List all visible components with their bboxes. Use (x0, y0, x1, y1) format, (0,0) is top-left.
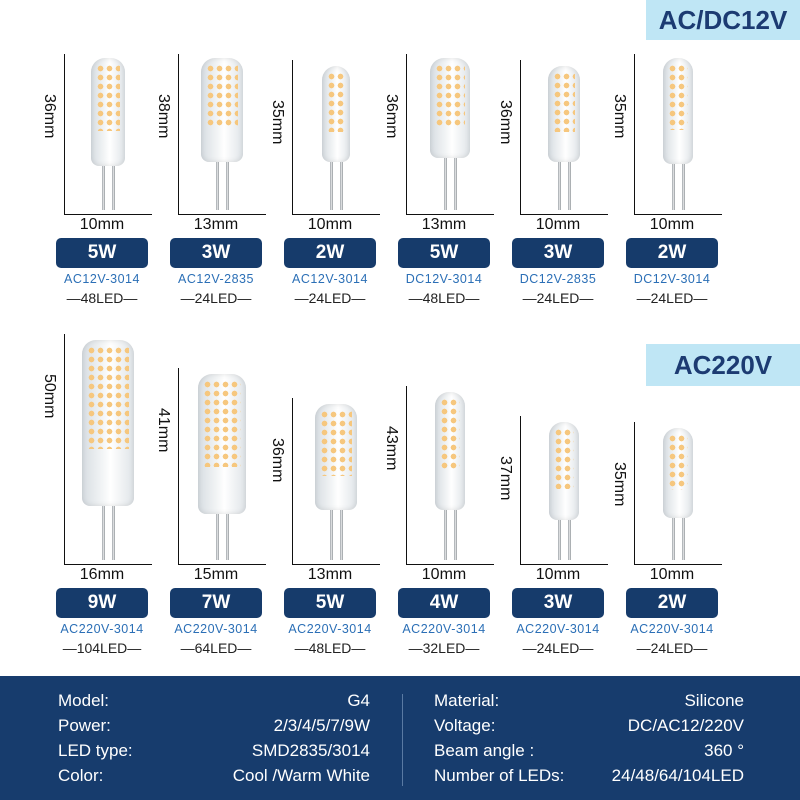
spec-value: DC/AC12/220V (627, 716, 744, 735)
width-dimension-line (292, 214, 380, 215)
wattage-badge: 5W (284, 588, 376, 618)
model-label: AC12V-3014 (292, 272, 368, 286)
bulb-card (152, 324, 280, 656)
led-array (668, 64, 688, 130)
spec-key: Model: (58, 691, 110, 710)
wattage-badge: 5W (56, 238, 148, 268)
width-label: 15mm (193, 566, 239, 583)
width-dimension-line (178, 214, 266, 215)
bulb-body (548, 66, 580, 162)
height-label: 35mm (269, 100, 286, 145)
height-label: 36mm (41, 94, 58, 139)
height-dimension-line (634, 422, 635, 564)
width-dimension-line (634, 214, 722, 215)
led-count-label: —24LED— (636, 290, 708, 306)
bulb-body (91, 58, 125, 166)
bulb-card (38, 44, 166, 364)
wattage-badge: 5W (398, 238, 490, 268)
led-count-label: —32LED— (408, 640, 480, 656)
spec-key: Voltage: (434, 716, 496, 735)
height-dimension-line (178, 54, 179, 214)
bulb-pin (444, 158, 447, 210)
height-label: 50mm (41, 374, 58, 419)
bulb-pin (112, 506, 115, 560)
led-count-label: —24LED— (180, 290, 252, 306)
model-label: AC220V-3014 (174, 622, 258, 636)
led-count-label: —48LED— (294, 640, 366, 656)
led-array (203, 380, 241, 467)
spec-value: 2/3/4/5/7/9W (273, 716, 370, 735)
bulb-pin (216, 514, 219, 560)
bulb-card (152, 44, 280, 364)
model-label: AC220V-3014 (402, 622, 486, 636)
model-label: AC12V-2835 (178, 272, 254, 286)
model-label: DC12V-2835 (519, 272, 597, 286)
led-array (206, 64, 238, 128)
width-dimension-line (64, 564, 152, 565)
bulb-card (380, 324, 508, 656)
bulb-body (315, 404, 357, 510)
bulb-body (435, 392, 465, 510)
width-label: 10mm (421, 566, 467, 583)
spec-key: Power: (58, 716, 111, 735)
led-array (668, 434, 688, 490)
height-dimension-line (406, 54, 407, 214)
spec-row (58, 688, 370, 714)
height-dimension-line (406, 386, 407, 564)
height-dimension-line (292, 398, 293, 564)
spec-value: Cool /Warm White (232, 766, 370, 785)
bulb-pin (330, 510, 333, 560)
width-label: 10mm (535, 566, 581, 583)
wattage-badge: 4W (398, 588, 490, 618)
led-count-label: —48LED— (408, 290, 480, 306)
height-label: 36mm (383, 94, 400, 139)
bulb-pin (444, 510, 447, 560)
led-array (440, 398, 460, 471)
width-label: 10mm (535, 216, 581, 233)
bulb-card (608, 324, 736, 656)
led-count-label: —64LED— (180, 640, 252, 656)
bulb-pin (568, 162, 571, 210)
spec-key: LED type: (58, 741, 133, 760)
led-count-label: —24LED— (294, 290, 366, 306)
width-label: 10mm (649, 566, 695, 583)
bulb-pin (112, 166, 115, 210)
bulb-pin (102, 506, 105, 560)
height-dimension-line (64, 334, 65, 564)
model-label: AC220V-3014 (60, 622, 144, 636)
wattage-badge: 9W (56, 588, 148, 618)
model-label: DC12V-3014 (633, 272, 711, 286)
wattage-badge: 7W (170, 588, 262, 618)
led-array (327, 72, 345, 132)
spec-row (434, 763, 744, 789)
bulb-pin (672, 164, 675, 210)
spec-value: 24/48/64/104LED (611, 766, 744, 785)
height-label: 37mm (497, 456, 514, 501)
led-array (96, 64, 120, 131)
width-dimension-line (64, 214, 152, 215)
spec-key: Material: (434, 691, 500, 710)
width-dimension-line (520, 564, 608, 565)
height-label: 35mm (611, 94, 628, 139)
bulb-pin (682, 518, 685, 560)
height-label: 36mm (497, 100, 514, 145)
bulb-pin (216, 162, 219, 210)
width-label: 16mm (79, 566, 125, 583)
bulb-pin (454, 158, 457, 210)
spec-row (434, 738, 744, 764)
wattage-badge: 2W (626, 588, 718, 618)
height-dimension-line (520, 416, 521, 564)
bulb-pin (226, 162, 229, 210)
led-array (320, 410, 352, 476)
bulb-body (663, 428, 693, 518)
bulb-pin (454, 510, 457, 560)
bulb-card (380, 44, 508, 364)
bulb-card (266, 44, 394, 364)
width-label: 10mm (79, 216, 125, 233)
spec-value: Silicone (684, 691, 744, 710)
bulb-body (430, 58, 470, 158)
bulb-body (322, 66, 350, 162)
height-label: 35mm (611, 462, 628, 507)
bulb-card (38, 324, 166, 656)
height-dimension-line (178, 368, 179, 564)
wattage-badge: 2W (626, 238, 718, 268)
wattage-badge: 3W (512, 238, 604, 268)
width-dimension-line (406, 564, 494, 565)
width-label: 13mm (421, 216, 467, 233)
height-label: 38mm (155, 94, 172, 139)
bulb-card (494, 324, 622, 656)
bulb-card (494, 44, 622, 364)
bulb-pin (568, 520, 571, 560)
led-count-label: —24LED— (636, 640, 708, 656)
width-label: 13mm (307, 566, 353, 583)
width-dimension-line (406, 214, 494, 215)
led-array (554, 428, 574, 489)
led-count-label: —24LED— (522, 290, 594, 306)
height-dimension-line (634, 54, 635, 214)
spec-value: SMD2835/3014 (251, 741, 370, 760)
spec-row (58, 738, 370, 764)
height-dimension-line (520, 60, 521, 214)
width-dimension-line (520, 214, 608, 215)
spec-key: Number of LEDs: (434, 766, 565, 785)
height-label: 41mm (155, 408, 172, 453)
bulb-body (198, 374, 246, 514)
spec-row (434, 688, 744, 714)
section-badge-dc12v: AC/DC12V (646, 0, 800, 40)
bulb-card (608, 44, 736, 364)
width-label: 10mm (649, 216, 695, 233)
spec-column-right (434, 688, 744, 792)
bulb-pin (226, 514, 229, 560)
spec-key: Beam angle : (434, 741, 535, 760)
height-label: 43mm (383, 426, 400, 471)
led-array (553, 72, 575, 132)
width-dimension-line (178, 564, 266, 565)
led-count-label: —24LED— (522, 640, 594, 656)
bulb-pin (558, 520, 561, 560)
section-badge-ac220v: AC220V (646, 344, 800, 386)
model-label: AC12V-3014 (64, 272, 140, 286)
bulb-body (549, 422, 579, 520)
bulb-pin (672, 518, 675, 560)
spec-value: 360 ° (704, 741, 744, 760)
spec-panel (0, 676, 800, 800)
wattage-badge: 3W (512, 588, 604, 618)
led-count-label: —104LED— (62, 640, 142, 656)
wattage-badge: 2W (284, 238, 376, 268)
width-label: 10mm (307, 216, 353, 233)
bulb-pin (558, 162, 561, 210)
model-label: DC12V-3014 (405, 272, 483, 286)
led-count-label: —48LED— (66, 290, 138, 306)
bulb-body (201, 58, 243, 162)
bulb-pin (102, 166, 105, 210)
spec-column-left (58, 688, 370, 792)
spec-row (58, 713, 370, 739)
spec-row (58, 763, 370, 789)
bulb-pin (340, 162, 343, 210)
height-label: 36mm (269, 438, 286, 483)
bulb-pin (682, 164, 685, 210)
spec-row (434, 713, 744, 739)
width-dimension-line (634, 564, 722, 565)
led-array (87, 346, 129, 449)
led-array (435, 64, 465, 126)
spec-value: G4 (347, 691, 370, 710)
spec-divider (402, 694, 403, 786)
model-label: AC220V-3014 (516, 622, 600, 636)
height-dimension-line (64, 54, 65, 214)
bulb-body (82, 340, 134, 506)
width-dimension-line (292, 564, 380, 565)
height-dimension-line (292, 60, 293, 214)
bulb-pin (340, 510, 343, 560)
spec-key: Color: (58, 766, 104, 785)
wattage-badge: 3W (170, 238, 262, 268)
bulb-pin (330, 162, 333, 210)
bulb-card (266, 324, 394, 656)
model-label: AC220V-3014 (288, 622, 372, 636)
bulb-body (663, 58, 693, 164)
model-label: AC220V-3014 (630, 622, 714, 636)
width-label: 13mm (193, 216, 239, 233)
